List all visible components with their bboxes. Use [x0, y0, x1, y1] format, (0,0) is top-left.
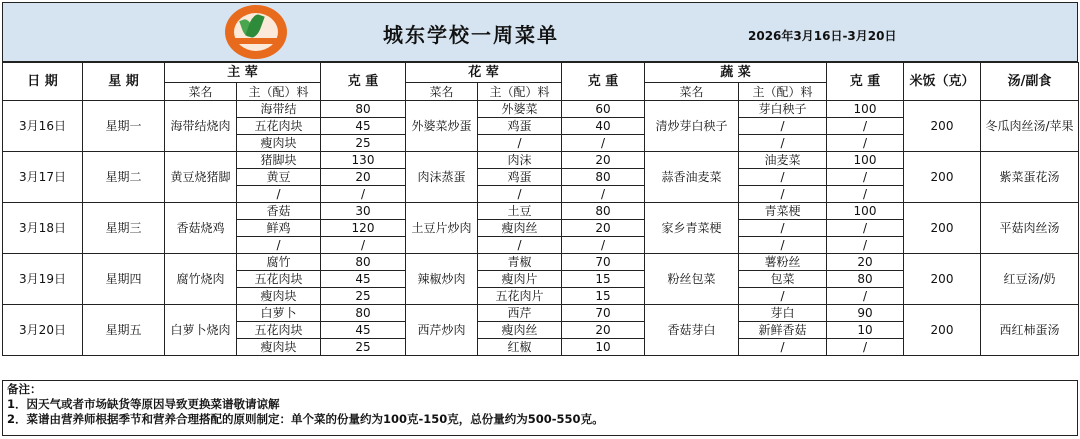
side-ingredient: 肉沫 — [478, 152, 562, 169]
header-bar — [2, 2, 1078, 62]
rice-weight: 200 — [904, 254, 981, 305]
side-weight: 70 — [562, 254, 645, 271]
main-weight: 30 — [321, 203, 406, 220]
day-weekday: 星期一 — [83, 101, 165, 152]
veg-weight: 80 — [827, 271, 904, 288]
veg-weight: 10 — [827, 322, 904, 339]
side-ingredient: 外婆菜 — [478, 101, 562, 118]
side-ingredient: 五花肉片 — [478, 288, 562, 305]
main-weight: 25 — [321, 135, 406, 152]
main-ingredient: / — [237, 237, 321, 254]
veg-dish: 粉丝包菜 — [645, 254, 739, 305]
main-dish: 腐竹烧肉 — [165, 254, 237, 305]
side-dish: 西芹炒肉 — [406, 305, 478, 356]
day-date: 3月17日 — [3, 152, 83, 203]
veg-ingredient: 新鲜香菇 — [739, 322, 827, 339]
main-ingredient: 瘦肉块 — [237, 288, 321, 305]
veg-ingredient-header: 主（配）料 — [739, 83, 827, 101]
veg-ingredient: 芽白 — [739, 305, 827, 322]
veg-weight: / — [827, 169, 904, 186]
col-main-header: 主 荤 — [165, 63, 321, 83]
main-ingredient: 猪脚块 — [237, 152, 321, 169]
soup: 红豆汤/奶 — [981, 254, 1079, 305]
veg-dish-name-header: 菜名 — [645, 83, 739, 101]
veg-weight: 20 — [827, 254, 904, 271]
col-veg-header: 蔬 菜 — [645, 63, 827, 83]
side-weight: 15 — [562, 288, 645, 305]
soup: 平菇肉丝汤 — [981, 203, 1079, 254]
veg-dish: 蒜香油麦菜 — [645, 152, 739, 203]
rice-weight: 200 — [904, 152, 981, 203]
veg-ingredient: / — [739, 237, 827, 254]
main-weight: 80 — [321, 254, 406, 271]
main-ingredient-header: 主（配）料 — [237, 83, 321, 101]
main-weight: 130 — [321, 152, 406, 169]
main-weight: 80 — [321, 305, 406, 322]
veg-ingredient: 青菜梗 — [739, 203, 827, 220]
day-weekday: 星期五 — [83, 305, 165, 356]
side-dish: 土豆片炒肉 — [406, 203, 478, 254]
side-ingredient: 红椒 — [478, 339, 562, 356]
main-weight: 20 — [321, 169, 406, 186]
side-weight: 20 — [562, 152, 645, 169]
col-side-weight-header: 克 重 — [562, 63, 645, 101]
main-weight: 80 — [321, 101, 406, 118]
soup: 西红柿蛋汤 — [981, 305, 1079, 356]
main-ingredient: 五花肉块 — [237, 322, 321, 339]
rice-weight: 200 — [904, 203, 981, 254]
side-ingredient-header: 主（配）料 — [478, 83, 562, 101]
main-weight: 45 — [321, 118, 406, 135]
main-ingredient: 五花肉块 — [237, 118, 321, 135]
veg-dish: 家乡青菜梗 — [645, 203, 739, 254]
day-date: 3月16日 — [3, 101, 83, 152]
veg-ingredient: / — [739, 288, 827, 305]
side-weight: / — [562, 186, 645, 203]
side-dish: 肉沫蒸蛋 — [406, 152, 478, 203]
side-weight: / — [562, 237, 645, 254]
veg-weight: 90 — [827, 305, 904, 322]
rice-weight: 200 — [904, 101, 981, 152]
veg-ingredient: / — [739, 169, 827, 186]
main-dish-name-header: 菜名 — [165, 83, 237, 101]
veg-weight: / — [827, 186, 904, 203]
veg-weight: 100 — [827, 101, 904, 118]
veg-weight: 100 — [827, 203, 904, 220]
main-ingredient: 腐竹 — [237, 254, 321, 271]
side-dish: 外婆菜炒蛋 — [406, 101, 478, 152]
veg-weight: / — [827, 135, 904, 152]
main-dish: 香菇烧鸡 — [165, 203, 237, 254]
veg-dish: 香菇芽白 — [645, 305, 739, 356]
side-weight: 80 — [562, 203, 645, 220]
veg-ingredient: / — [739, 135, 827, 152]
veg-ingredient: 包菜 — [739, 271, 827, 288]
main-weight: 45 — [321, 322, 406, 339]
page-title: 城东学校一周菜单 — [383, 23, 559, 47]
soup: 冬瓜肉丝汤/苹果 — [981, 101, 1079, 152]
veg-ingredient: / — [739, 220, 827, 237]
veg-ingredient: / — [739, 118, 827, 135]
school-logo — [225, 5, 287, 59]
table-row — [3, 101, 1079, 118]
veg-weight: 100 — [827, 152, 904, 169]
main-weight: 25 — [321, 339, 406, 356]
side-weight: 15 — [562, 271, 645, 288]
menu-table — [2, 62, 1079, 356]
col-side-header: 花 荤 — [406, 63, 562, 83]
side-ingredient: 瘦肉丝 — [478, 322, 562, 339]
day-weekday: 星期二 — [83, 152, 165, 203]
side-weight: 80 — [562, 169, 645, 186]
main-ingredient: 鲜鸡 — [237, 220, 321, 237]
soup: 紫菜蛋花汤 — [981, 152, 1079, 203]
veg-ingredient: 薯粉丝 — [739, 254, 827, 271]
main-ingredient: 香菇 — [237, 203, 321, 220]
side-weight: 20 — [562, 220, 645, 237]
day-weekday: 星期三 — [83, 203, 165, 254]
table-row — [3, 203, 1079, 220]
col-main-weight-header: 克 重 — [321, 63, 406, 101]
veg-weight: / — [827, 339, 904, 356]
main-ingredient: 海带结 — [237, 101, 321, 118]
notes-box — [2, 380, 1078, 436]
side-weight: 20 — [562, 322, 645, 339]
veg-weight: / — [827, 237, 904, 254]
main-dish: 黄豆烧猪脚 — [165, 152, 237, 203]
side-weight: 10 — [562, 339, 645, 356]
notes-line: 2．菜谱由营养师根据季节和营养合理搭配的原则制定：单个菜的份量约为100克-150克，总份量约为500-550克。 — [7, 412, 604, 426]
side-ingredient: 青椒 — [478, 254, 562, 271]
logo-band — [234, 38, 278, 44]
main-dish: 海带结烧肉 — [165, 101, 237, 152]
side-ingredient: 鸡蛋 — [478, 169, 562, 186]
day-weekday: 星期四 — [83, 254, 165, 305]
main-ingredient: 黄豆 — [237, 169, 321, 186]
side-ingredient: 鸡蛋 — [478, 118, 562, 135]
col-weekday-header: 星 期 — [83, 63, 165, 101]
main-ingredient: 白萝卜 — [237, 305, 321, 322]
side-ingredient: / — [478, 135, 562, 152]
col-soup-header: 汤/副食 — [981, 63, 1079, 101]
main-weight: / — [321, 186, 406, 203]
main-weight: 25 — [321, 288, 406, 305]
side-ingredient: 瘦肉片 — [478, 271, 562, 288]
main-weight: / — [321, 237, 406, 254]
side-ingredient: 西芹 — [478, 305, 562, 322]
veg-dish: 清炒芽白秧子 — [645, 101, 739, 152]
main-ingredient: 瘦肉块 — [237, 339, 321, 356]
main-ingredient: 瘦肉块 — [237, 135, 321, 152]
main-ingredient: / — [237, 186, 321, 203]
veg-weight: / — [827, 118, 904, 135]
col-veg-weight-header: 克 重 — [827, 63, 904, 101]
col-date-header: 日 期 — [3, 63, 83, 101]
side-ingredient: 瘦肉丝 — [478, 220, 562, 237]
table-row — [3, 305, 1079, 322]
side-weight: / — [562, 135, 645, 152]
main-weight: 120 — [321, 220, 406, 237]
col-rice-header: 米饭（克） — [904, 63, 981, 101]
rice-weight: 200 — [904, 305, 981, 356]
veg-ingredient: / — [739, 186, 827, 203]
notes-title: 备注： — [7, 382, 42, 396]
main-ingredient: 五花肉块 — [237, 271, 321, 288]
table-row — [3, 254, 1079, 271]
date-range: 2026年3月16日-3月20日 — [748, 29, 897, 43]
veg-ingredient: 油麦菜 — [739, 152, 827, 169]
side-ingredient: / — [478, 237, 562, 254]
side-ingredient: / — [478, 186, 562, 203]
main-weight: 45 — [321, 271, 406, 288]
day-date: 3月18日 — [3, 203, 83, 254]
side-weight: 70 — [562, 305, 645, 322]
table-row — [3, 152, 1079, 169]
veg-ingredient: / — [739, 339, 827, 356]
side-ingredient: 土豆 — [478, 203, 562, 220]
veg-weight: / — [827, 288, 904, 305]
side-weight: 40 — [562, 118, 645, 135]
notes-line: 1．因天气或者市场缺货等原因导致更换菜谱敬请谅解 — [7, 397, 280, 411]
side-dish-name-header: 菜名 — [406, 83, 478, 101]
day-date: 3月19日 — [3, 254, 83, 305]
side-weight: 60 — [562, 101, 645, 118]
veg-weight: / — [827, 220, 904, 237]
veg-ingredient: 芽白秧子 — [739, 101, 827, 118]
side-dish: 辣椒炒肉 — [406, 254, 478, 305]
main-dish: 白萝卜烧肉 — [165, 305, 237, 356]
day-date: 3月20日 — [3, 305, 83, 356]
